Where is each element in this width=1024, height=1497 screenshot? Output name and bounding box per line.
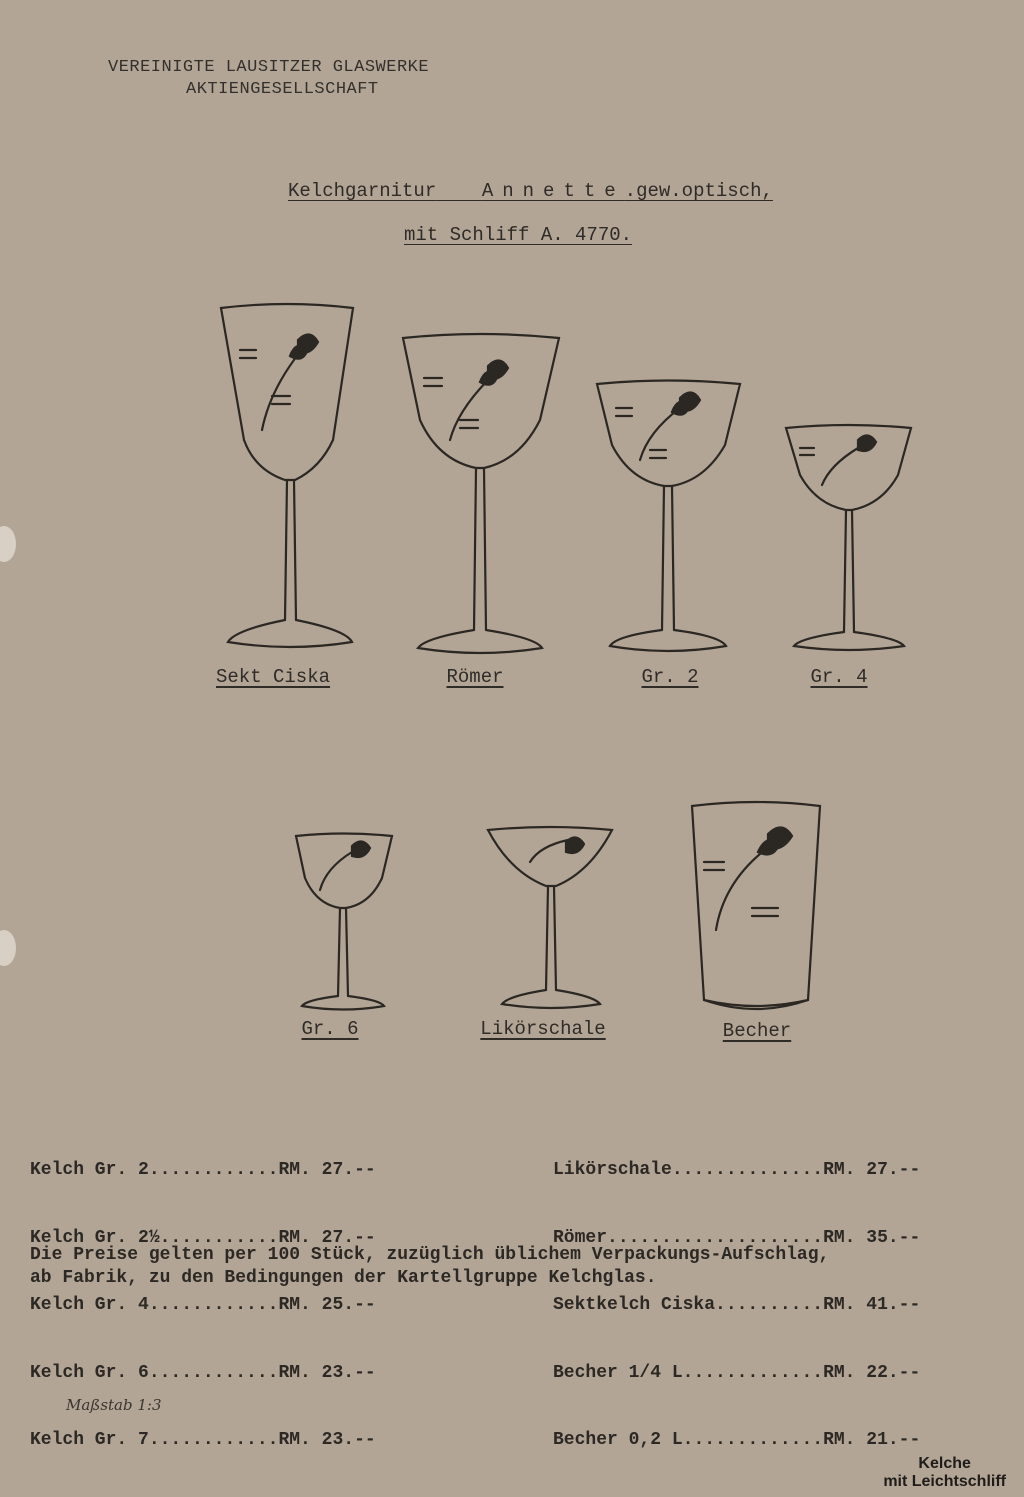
price-row: Kelch Gr. 4............RM. 25.-- — [30, 1295, 376, 1315]
price-list-left — [30, 1114, 376, 1497]
category-stamp — [883, 1455, 1006, 1491]
gr6-glass-drawing — [296, 834, 392, 1010]
scale-note: Maßstab 1:3 — [66, 1396, 162, 1414]
label-sekt-ciska: Sekt Ciska — [215, 666, 331, 688]
company-name: VEREINIGTE LAUSITZER GLASWERKE — [108, 58, 430, 77]
price-row: Römer....................RM. 35.-- — [553, 1227, 921, 1248]
terms-note — [30, 1244, 829, 1290]
price-row: Kelch Gr. 6............RM. 23.-- — [30, 1362, 376, 1383]
label-gr4: Gr. 4 — [810, 666, 868, 688]
price-row: Kelch Gr. 7............RM. 23.-- — [30, 1430, 376, 1450]
price-row: Kelch Gr. 2½...........RM. 27.-- — [30, 1227, 376, 1248]
label-gr6: Gr. 6 — [301, 1018, 359, 1040]
price-list-right — [553, 1114, 920, 1497]
terms-line-1: Die Preise gelten per 100 Stück, zuzüglich üblichem Verpackungs-Aufschlag, — [30, 1245, 830, 1265]
likoerschale-glass-drawing — [488, 827, 612, 1008]
title-name: Annette — [481, 180, 625, 202]
stamp-line-2: mit Leichtschliff — [883, 1473, 1006, 1490]
sekt-ciska-glass-drawing — [221, 304, 353, 647]
title-suffix: .gew.optisch, — [624, 180, 773, 202]
terms-line-2: ab Fabrik, zu den Bedingungen der Kartellgruppe Kelchglas. — [30, 1268, 657, 1288]
becher-glass-drawing — [692, 802, 820, 1009]
stamp-line-1: Kelche — [918, 1455, 971, 1472]
product-subtitle: mit Schliff A. 4770. — [404, 224, 633, 246]
roemer-glass-drawing — [403, 334, 559, 653]
gr2-glass-drawing — [597, 381, 740, 652]
price-row: Becher 1/4 L.............RM. 22.-- — [553, 1362, 921, 1383]
price-row: Sektkelch Ciska..........RM. 41.-- — [553, 1295, 921, 1315]
label-becher: Becher — [722, 1020, 792, 1042]
gr4-glass-drawing — [786, 425, 911, 650]
company-type: AKTIENGESELLSCHAFT — [186, 80, 379, 99]
label-roemer: Römer — [446, 666, 504, 688]
title-prefix: Kelchgarnitur — [288, 180, 437, 202]
price-row: Kelch Gr. 2............RM. 27.-- — [30, 1160, 376, 1180]
price-row: Becher 0,2 L.............RM. 21.-- — [553, 1430, 921, 1450]
price-row: Likörschale..............RM. 27.-- — [553, 1160, 921, 1180]
label-gr2: Gr. 2 — [641, 666, 699, 688]
label-likoerschale: Likörschale — [480, 1018, 606, 1040]
